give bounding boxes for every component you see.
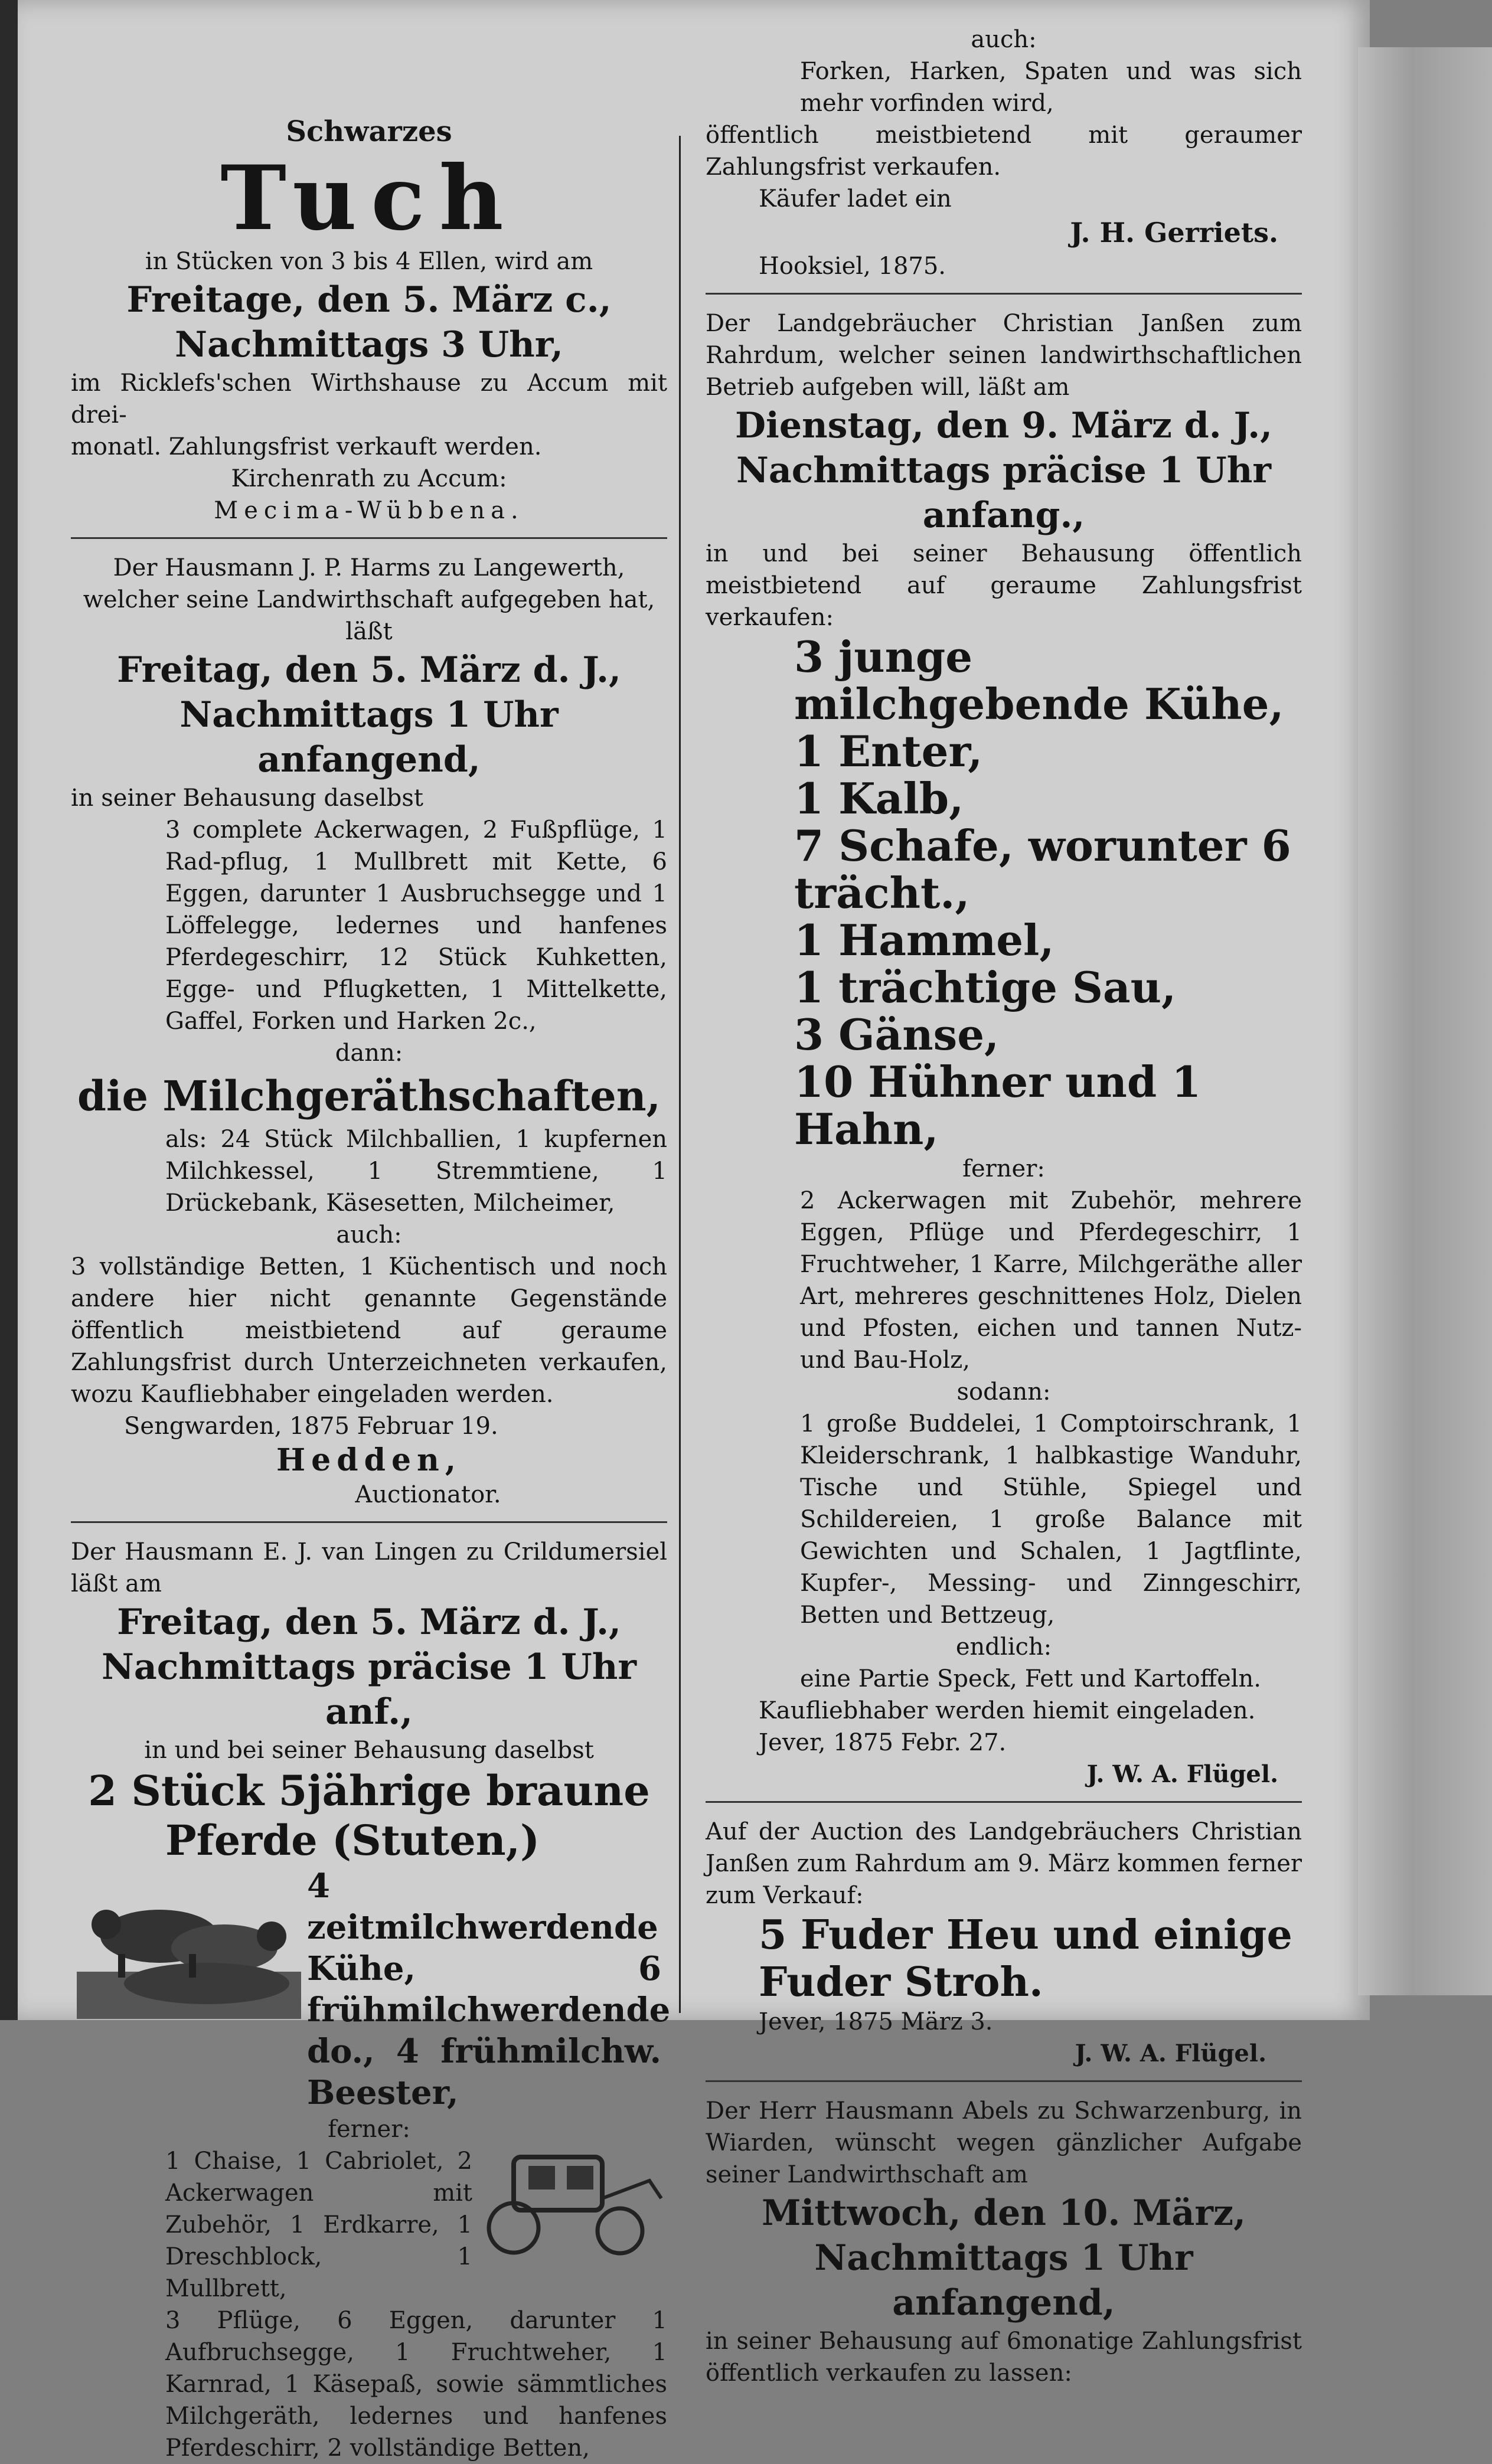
ad-separator (706, 293, 1302, 295)
ad-abels (706, 2095, 1302, 2389)
ad-sale: öffentlich meistbietend mit geraumer Zahlungsfrist verkaufen. (706, 122, 1302, 181)
ad-tuch (71, 112, 667, 527)
ad-time: Nachmittags 1 Uhr anfangend, (179, 694, 559, 780)
ad-headline: 5 Fuder Heu und einige (759, 1911, 1292, 1959)
ad-placedate: Jever, 1875 Febr. 27. (759, 1729, 1007, 1756)
ad-items: 2 Ackerwagen mit Zubehör, mehrere Eggen, Pflüge und Pferdegeschirr, 1 Fruchtweher, 1 Karre, Milchgeräthe aller Art, mehreres geschnittenes Holz, Dielen und Pfosten, eichen und tannen Nutz- und Bau-Holz, (800, 1187, 1302, 1374)
ad-items: 1 Chaise, 1 Cabriolet, 2 Ackerwagen mit Zubehör, 1 Erdkarre, 1 Dreschblock, 1 Mullbrett, (165, 2148, 472, 2302)
ad-items: 3 Pflüge, 6 Eggen, darunter 1 Aufbruchsegge, 1 Fruchtweher, 1 Karnrad, 1 Käsepaß, sowie sämmtliches Milchgeräth, ledernes und hanfenes Pferdeschirr, 2 vollständige Betten, (165, 2307, 667, 2462)
ad-intro: Der Herr Hausmann Abels zu Schwarzenburg, in Wiarden, wünscht wegen gänzlicher Aufgabe seiner Landwirthschaft am (706, 2097, 1302, 2188)
ad-heading: Schwarzes (286, 115, 452, 148)
list-item: 3 Gänse, (794, 1009, 1000, 1060)
ad-gerriets (706, 24, 1302, 282)
ad-headline: die Milchgeräthschaften, (77, 1071, 661, 1120)
ad-cows: 4 zeitmilchwerdende Kühe, 6 frühmilchwerdende do., 4 frühmilchw. Beester, (307, 1867, 671, 2112)
ad-time: Nachmittags präcise 1 Uhr anf., (102, 1646, 636, 1733)
ad-separator (71, 1521, 667, 1523)
ad-placedate: Hooksiel, 1875. (759, 253, 946, 280)
ad-line: in Stücken von 3 bis 4 Ellen, wird am (145, 248, 593, 275)
ad-role: Auctionator. (355, 1481, 501, 1508)
ad-janssen (706, 308, 1302, 1790)
ad-items: 3 vollständige Betten, 1 Küchentisch und noch andere hier nicht genannte Gegenstände öffentlich meistbietend auf geraume Zahlungsfrist durch Unterzeichneten verkaufen, wozu Kaufliebhaber eingeladen werden. (71, 1253, 667, 1408)
ad-signature: Kirchenrath zu Accum: (231, 465, 507, 492)
ad-signer: Hedden, (276, 1442, 462, 1478)
ad-items: als: 24 Stück Milchballien, 1 kupfernen Milchkessel, 1 Stremmtiene, 1 Drückebank, Käsesetten, Milcheimer, (165, 1126, 667, 1217)
ad-line: monatl. Zahlungsfrist verkauft werden. (71, 433, 542, 460)
list-item: 3 junge milchgebende Kühe, (794, 632, 1284, 729)
ad-intro: Auf der Auction des Landgebräuchers Christian Janßen zum Rahrdum am 9. März kommen ferner zum Verkauf: (706, 1818, 1302, 1909)
ad-line: im Ricklefs'schen Wirthshause zu Accum mit drei- (71, 370, 667, 429)
ad-connector: auch: (336, 1221, 402, 1249)
book-binding (0, 0, 18, 2020)
ad-place: in und bei seiner Behausung daselbst (144, 1737, 594, 1764)
ad-date: Freitag, den 5. März d. J., (117, 649, 621, 691)
ad-items: 3 complete Ackerwagen, 2 Fußpflüge, 1 Rad-pflug, 1 Mullbrett mit Kette, 6 Eggen, darunter 1 Ausbruchsegge und 1 Löffelegge, ledernes und hanfenes Pferdegeschirr, 12 Stück Kuhketten, Egge- und Pflugketten, 1 Mittelkette, Gaffel, Forken und Harken 2c., (165, 816, 667, 1035)
ad-signer: J. H. Gerriets. (1070, 217, 1278, 249)
ad-separator (706, 1801, 1302, 1803)
left-column (71, 112, 671, 2464)
ad-items: Forken, Harken, Spaten und was sich mehr vorfinden wird, (800, 58, 1302, 117)
ad-separator (706, 2080, 1302, 2082)
ad-intro: Der Hausmann E. J. van Lingen zu Crildumersiel läßt am (71, 1538, 667, 1597)
ad-intro: welcher seine Landwirthschaft aufgegeben hat, läßt (83, 586, 655, 645)
ad-title: Tuch (220, 146, 518, 250)
list-item: 1 Kalb, (794, 773, 964, 823)
ad-connector: endlich: (955, 1633, 1052, 1661)
ad-harms (71, 552, 667, 1511)
ad-place: in und bei seiner Behausung öffentlich meistbietend auf geraume Zahlungsfrist verkaufen: (706, 540, 1302, 631)
list-item: 1 Hammel, (794, 915, 1054, 965)
list-item: 1 Enter, (794, 726, 983, 776)
ad-signer: J. W. A. Flügel. (1086, 1760, 1278, 1788)
carriage-illustration (472, 2145, 667, 2257)
ad-date: Freitag, den 5. März d. J., (117, 1602, 621, 1643)
ad-connector: sodann: (956, 1378, 1051, 1406)
ad-connector: dann: (335, 1040, 403, 1067)
ad-janssen-heu (706, 1816, 1302, 2070)
ad-date: Mittwoch, den 10. März, (761, 2192, 1246, 2234)
ad-signer: J. W. A. Flügel. (1075, 2040, 1266, 2067)
ad-date: Dienstag, den 9. März d. J., (735, 405, 1272, 446)
page-edge (1358, 47, 1492, 1995)
ad-big-list (706, 633, 1302, 1153)
column-divider (679, 136, 681, 2013)
ad-date: Freitage, den 5. März c., (126, 279, 612, 321)
ad-place: in seiner Behausung daselbst (71, 785, 423, 812)
ad-time: Nachmittags präcise 1 Uhr anfang., (736, 450, 1271, 536)
ad-connector: auch: (971, 26, 1037, 53)
ad-intro: Der Hausmann J. P. Harms zu Langewerth, (113, 554, 625, 581)
ad-items: 1 große Buddelei, 1 Comptoirschrank, 1 Kleiderschrank, 1 halbkastige Wanduhr, Tische und Stühle, Spiegel und Schildereien, 1 große Balance mit Gewichten und Schalen, 1 Jagtflinte, Kupfer-, Messing- und Zinngeschirr, Betten und Bettzeug, (800, 1410, 1302, 1629)
ad-items: eine Partie Speck, Fett und Kartoffeln. (800, 1665, 1262, 1692)
ad-connector: ferner: (328, 2116, 410, 2143)
ad-placedate: Sengwarden, 1875 Februar 19. (124, 1413, 498, 1440)
ad-invite: Käufer ladet ein (759, 185, 952, 213)
list-item: 1 trächtige Sau, (794, 962, 1177, 1012)
ad-intro: Der Landgebräucher Christian Janßen zum Rahrdum, welcher seinen landwirthschaftlichen Betrieb aufgeben will, läßt am (706, 310, 1302, 401)
ad-time: Nachmittags 1 Uhr anfangend, (814, 2237, 1193, 2324)
ad-connector: ferner: (962, 1155, 1045, 1182)
ad-time: Nachmittags 3 Uhr, (175, 324, 563, 365)
list-item: 7 Schafe, worunter 6 trächt., (794, 821, 1291, 918)
ad-invite: Kaufliebhaber werden hiemit eingeladen. (759, 1697, 1256, 1724)
ad-headline: Fuder Stroh. (759, 1959, 1043, 2006)
ad-place: in seiner Behausung auf 6monatige Zahlungsfrist öffentlich verkaufen zu lassen: (706, 2328, 1302, 2387)
ad-placedate: Jever, 1875 März 3. (759, 2008, 993, 2035)
cattle-illustration (71, 1865, 307, 2031)
ad-signature: Mecima-Wübbena. (214, 497, 524, 524)
list-item: 10 Hühner und 1 Hahn, (794, 1057, 1202, 1154)
ad-headline: Pferde (Stuten,) (165, 1816, 540, 1865)
ad-van-lingen (71, 1536, 671, 2464)
ad-headline: 2 Stück 5jährige braune (88, 1766, 650, 1815)
ad-separator (71, 537, 667, 539)
right-column (706, 24, 1302, 2389)
